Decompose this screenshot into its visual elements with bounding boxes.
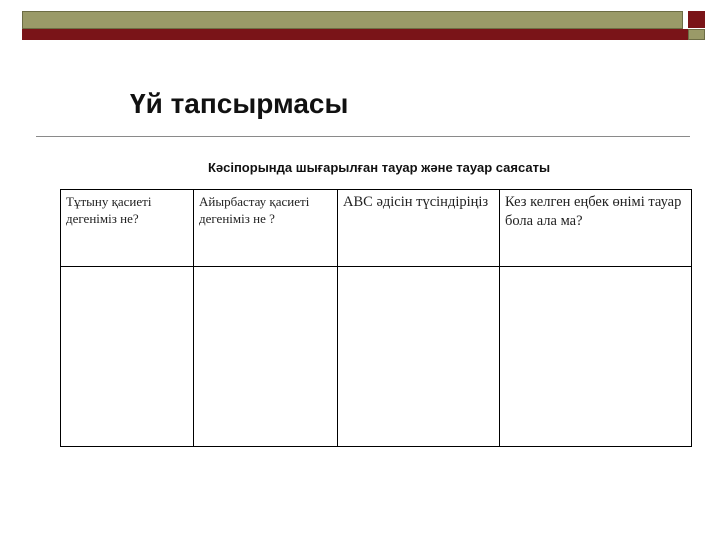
table-header-row (61, 190, 692, 267)
header-square-olive (688, 29, 705, 40)
answer-cell-2[interactable] (194, 267, 338, 447)
slide-title: Үй тапсырмасы (130, 88, 349, 119)
header-bar-olive (22, 11, 683, 29)
answer-cell-1[interactable] (61, 267, 194, 447)
header-bar-maroon (22, 29, 705, 40)
header-square-maroon (688, 11, 705, 28)
homework-table (60, 189, 692, 447)
answer-cell-3[interactable] (338, 267, 500, 447)
table-answer-row (61, 267, 692, 447)
question-cell-2: Айырбастау қасиеті дегеніміз не ? (194, 190, 338, 267)
question-cell-1: Тұтыну қасиеті дегеніміз не? (61, 190, 194, 267)
question-cell-4: Кез келген еңбек өнімі тауар бола ала ма? (500, 190, 692, 267)
answer-cell-4[interactable] (500, 267, 692, 447)
table-caption: Кәсіпорында шығарылған тауар және тауар саясаты (207, 160, 551, 175)
title-divider (36, 136, 690, 137)
question-cell-3: АВС әдісін түсіндіріңіз (338, 190, 500, 267)
